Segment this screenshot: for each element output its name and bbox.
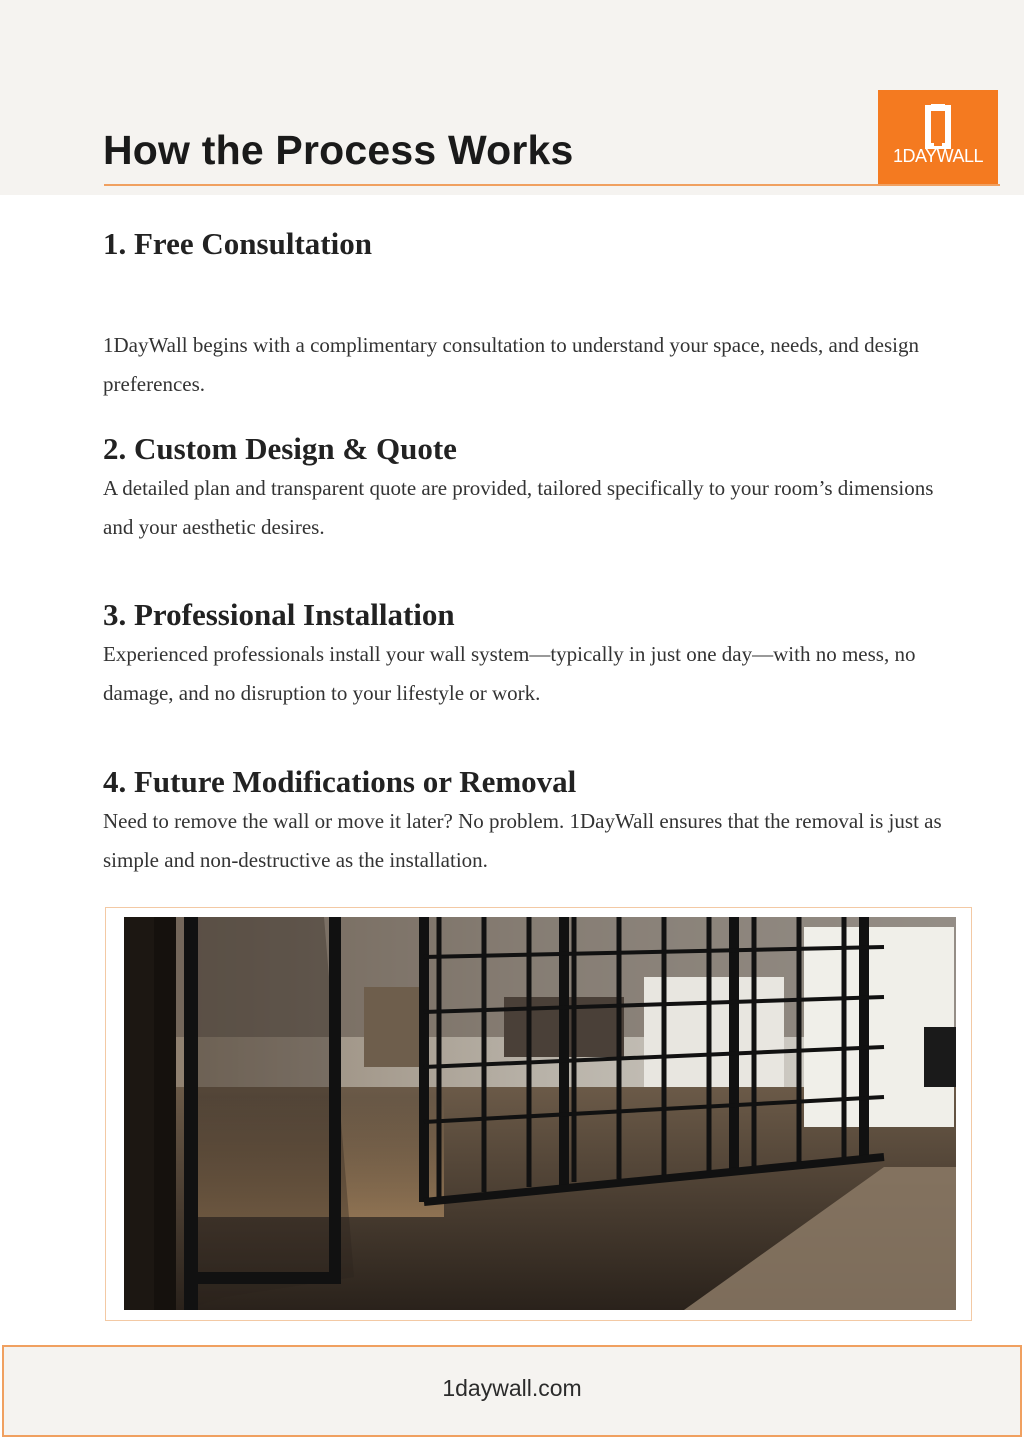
step-custom-design [103,429,943,547]
step-body: Experienced professionals install your wall system—typically in just one day—with no mess, no damage, and no disruption to your lifestyle or work. [103,642,916,705]
footer-website-link[interactable]: 1daywall.com [442,1375,582,1401]
photo-frame [105,907,972,1321]
step-body: A detailed plan and transparent quote are provided, tailored specifically to your room’s dimensions and your aesthetic desires. [103,476,934,539]
step-heading: 2. Custom Design & Quote [103,431,457,466]
step-free-consultation [103,224,943,404]
logo-text: 1DAYWALL [892,146,984,166]
step-future-modifications [103,762,943,880]
step-heading: 4. Future Modifications or Removal [103,764,577,799]
step-heading: 3. Professional Installation [103,597,455,632]
footer [2,1345,1022,1437]
office-glass-wall-photo [124,917,956,1310]
title-divider [104,184,1000,186]
step-heading: 1. Free Consultation [103,226,372,261]
step-body: 1DayWall begins with a complimentary consultation to understand your space, needs, and design preferences. [103,333,919,396]
page-title: How the Process Works [103,127,574,173]
step-professional-installation [103,595,943,713]
door-frame-icon [878,90,998,184]
brand-logo [878,90,998,184]
step-body: Need to remove the wall or move it later? No problem. 1DayWall ensures that the removal is just as simple and non-destructive as the installation. [103,809,942,872]
